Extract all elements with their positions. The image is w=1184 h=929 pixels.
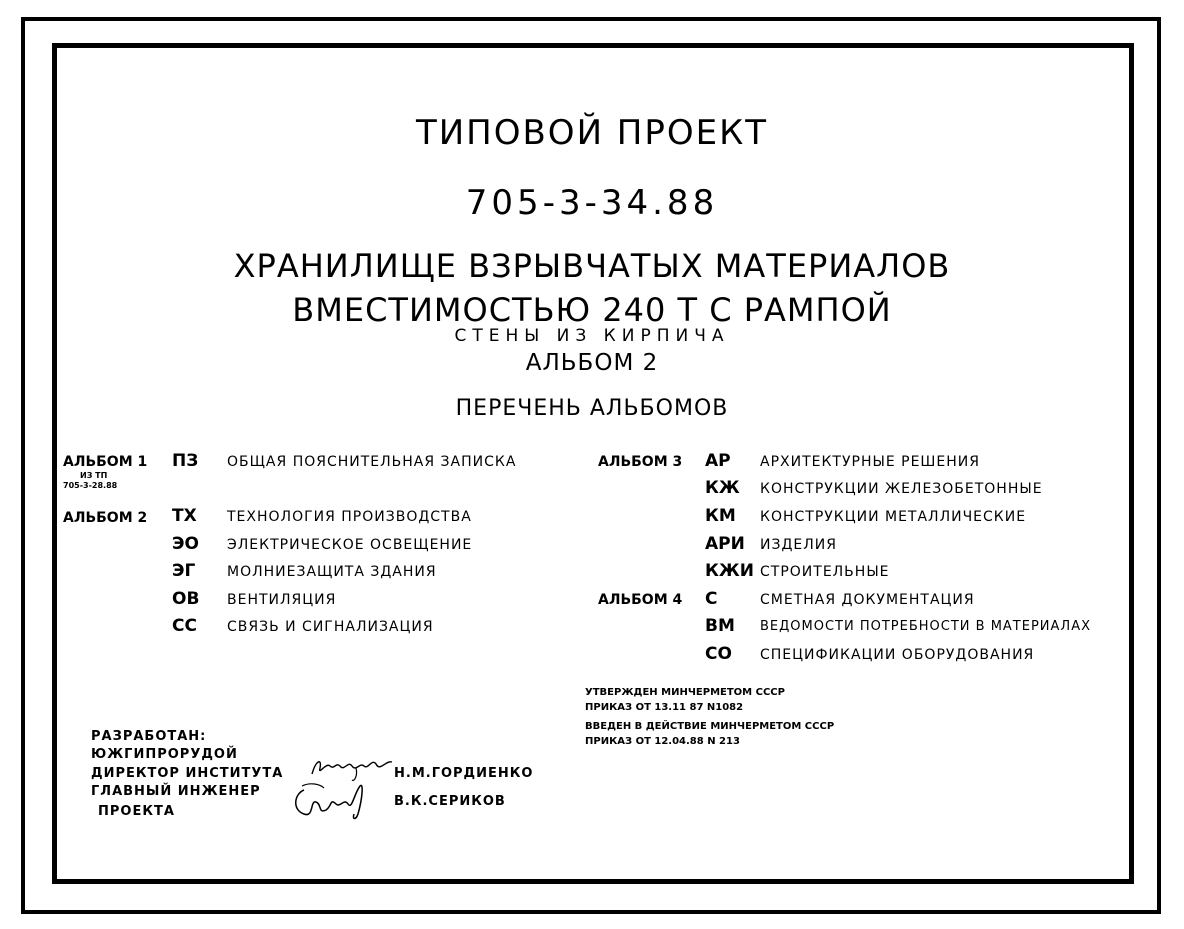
- section-code: С: [705, 589, 718, 609]
- section-code: ЭО: [172, 534, 199, 554]
- section-description: МОЛНИЕЗАЩИТА ЗДАНИЯ: [227, 564, 437, 580]
- approval-order: ПРИКАЗ ОТ 13.11 87 N1082: [585, 702, 744, 713]
- project-name-line2: ВМЕСТИМОСТЬЮ 240 Т С РАМПОЙ: [292, 291, 892, 329]
- project-subtitle: СТЕНЫ ИЗ КИРПИЧА: [454, 326, 730, 346]
- section-description: КОНСТРУКЦИИ МЕТАЛЛИЧЕСКИЕ: [760, 509, 1027, 525]
- section-code: ТХ: [172, 506, 197, 526]
- chief-engineer-name: В.К.СЕРИКОВ: [394, 794, 506, 809]
- section-code: АР: [705, 451, 731, 471]
- section-code: ЭГ: [172, 561, 196, 581]
- albums-list-title: ПЕРЕЧЕНЬ АЛЬБОМОВ: [455, 396, 729, 421]
- section-code: ПЗ: [172, 451, 199, 471]
- section-code: КЖ: [705, 478, 740, 498]
- director-role: ДИРЕКТОР ИНСТИТУТА: [91, 766, 284, 781]
- album-number: АЛЬБОМ 2: [525, 350, 659, 376]
- section-description: СВЯЗЬ И СИГНАЛИЗАЦИЯ: [227, 619, 434, 635]
- chief-engineer-role: ГЛАВНЫЙ ИНЖЕНЕР: [91, 784, 261, 799]
- album1-label: АЛЬБОМ 1: [63, 454, 148, 470]
- section-description: КОНСТРУКЦИИ ЖЕЛЕЗОБЕТОННЫЕ: [760, 481, 1043, 497]
- developer-label: РАЗРАБОТАН:: [91, 729, 207, 744]
- album4-label: АЛЬБОМ 4: [598, 592, 683, 608]
- section-code: ОВ: [172, 589, 200, 609]
- album2-label: АЛЬБОМ 2: [63, 510, 148, 526]
- section-description: ТЕХНОЛОГИЯ ПРОИЗВОДСТВА: [227, 509, 472, 525]
- chief-engineer-role-cont: ПРОЕКТА: [98, 804, 175, 819]
- album1-note-source: ИЗ ТП: [80, 471, 108, 480]
- section-code: СО: [705, 644, 732, 664]
- album1-note-project: 705-3-28.88: [63, 481, 118, 490]
- introduction-order: ПРИКАЗ ОТ 12.04.88 N 213: [585, 736, 740, 747]
- chief-engineer-signature: [290, 780, 376, 824]
- developer-organization: ЮЖГИПРОРУДОЙ: [91, 747, 238, 762]
- section-code: КЖИ: [705, 561, 754, 581]
- section-code: ВМ: [705, 616, 735, 636]
- section-code: АРИ: [705, 534, 745, 554]
- section-description: СПЕЦИФИКАЦИИ ОБОРУДОВАНИЯ: [760, 647, 1035, 663]
- section-description: ИЗДЕЛИЯ: [760, 537, 837, 553]
- project-number: 705-3-34.88: [465, 183, 719, 223]
- album3-label: АЛЬБОМ 3: [598, 454, 683, 470]
- section-description: СМЕТНАЯ ДОКУМЕНТАЦИЯ: [760, 592, 975, 608]
- section-description: ВЕНТИЛЯЦИЯ: [227, 592, 337, 608]
- section-code: СС: [172, 616, 197, 636]
- section-description: ОБЩАЯ ПОЯСНИТЕЛЬНАЯ ЗАПИСКА: [227, 454, 517, 470]
- project-name-line1: ХРАНИЛИЩЕ ВЗРЫВЧАТЫХ МАТЕРИАЛОВ: [233, 247, 951, 285]
- section-description: ВЕДОМОСТИ ПОТРЕБНОСТИ В МАТЕРИАЛАХ: [760, 619, 1091, 634]
- section-description: СТРОИТЕЛЬНЫЕ: [760, 564, 890, 580]
- section-code: КМ: [705, 506, 736, 526]
- project-type-title: ТИПОВОЙ ПРОЕКТ: [415, 113, 769, 153]
- section-description: ЭЛЕКТРИЧЕСКОЕ ОСВЕЩЕНИЕ: [227, 537, 473, 553]
- approval-line: УТВЕРЖДЕН МИНЧЕРМЕТОМ СССР: [585, 687, 785, 698]
- section-description: АРХИТЕКТУРНЫЕ РЕШЕНИЯ: [760, 454, 980, 470]
- introduction-line: ВВЕДЕН В ДЕЙСТВИЕ МИНЧЕРМЕТОМ СССР: [585, 721, 835, 732]
- director-name: Н.М.ГОРДИЕНКО: [394, 766, 534, 781]
